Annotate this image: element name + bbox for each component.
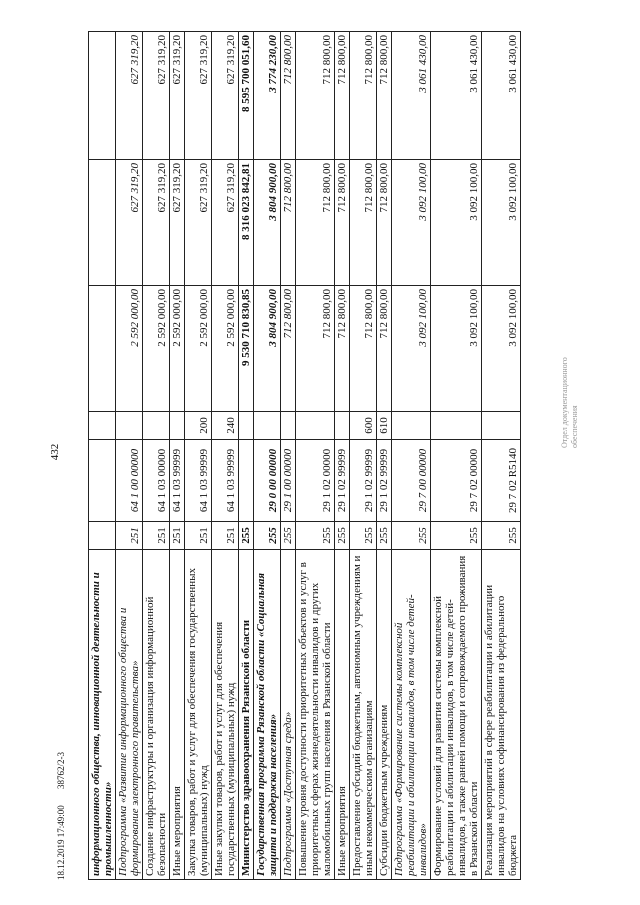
expense-type-cell: 240: [212, 412, 239, 440]
amount-2020-cell: 3 092 100,00: [431, 286, 482, 412]
target-article-cell: 29 1 02 00000: [296, 440, 335, 522]
target-article-cell: 64 1 03 99999: [185, 440, 212, 522]
table-row: [170, 32, 185, 880]
expense-type-cell: [254, 412, 281, 440]
target-article-cell: 29 0 00 00000: [254, 440, 281, 522]
target-article-cell: [89, 440, 116, 522]
amount-2020-cell: 2 592 000,00: [212, 286, 239, 412]
grbs-cell: 255: [392, 522, 431, 550]
expense-type-cell: [431, 412, 482, 440]
stamp-watermark: Отдел документационного обеспечения: [560, 357, 579, 448]
row-name-cell: Субсидии бюджетным учреждениям: [377, 550, 392, 880]
table-row: [239, 32, 254, 880]
row-name-cell: Закупка товаров, работ и услуг для обеспечения государственных (муниципальных) нужд: [185, 550, 212, 880]
target-article-cell: 29 1 02 99999: [335, 440, 350, 522]
amount-2021-cell: 712 800,00: [350, 160, 377, 286]
amount-2022-cell: 3 061 430,00: [392, 32, 431, 160]
amount-2022-cell: 627 319,20: [170, 32, 185, 160]
amount-2021-cell: 3 092 100,00: [482, 160, 521, 286]
target-article-cell: 29 1 02 99999: [350, 440, 377, 522]
amount-2022-cell: 627 319,20: [116, 32, 143, 160]
amount-2022-cell: 712 800,00: [296, 32, 335, 160]
amount-2021-cell: 627 319,20: [116, 160, 143, 286]
row-name-cell: Предоставление субсидий бюджетным, автономным учреждениям и иным некоммерческим организациям: [350, 550, 377, 880]
grbs-cell: 255: [350, 522, 377, 550]
table-row: [212, 32, 239, 880]
amount-2022-cell: 627 319,20: [143, 32, 170, 160]
grbs-cell: 251: [116, 522, 143, 550]
row-name-cell: информационного общества, инновационной деятельности и промышленности»: [89, 550, 116, 880]
amount-2021-cell: 627 319,20: [185, 160, 212, 286]
budget-table-sheet: [88, 32, 618, 880]
grbs-cell: 255: [281, 522, 296, 550]
grbs-cell: 255: [239, 522, 254, 550]
footer: [56, 660, 66, 880]
table-row: [350, 32, 377, 880]
grbs-cell: [89, 522, 116, 550]
row-name-cell: Иные мероприятия: [170, 550, 185, 880]
target-article-cell: 64 1 03 00000: [143, 440, 170, 522]
expense-type-cell: [116, 412, 143, 440]
expense-type-cell: [392, 412, 431, 440]
amount-2021-cell: 3 092 100,00: [392, 160, 431, 286]
row-name-cell: Реализация мероприятий в сфере реабилитации и абилитации инвалидов на условиях софинансирования из федерального бюджета: [482, 550, 521, 880]
amount-2021-cell: 712 800,00: [281, 160, 296, 286]
amount-2021-cell: 712 800,00: [335, 160, 350, 286]
amount-2021-cell: 3 092 100,00: [431, 160, 482, 286]
amount-2022-cell: 3 061 430,00: [431, 32, 482, 160]
grbs-cell: 251: [143, 522, 170, 550]
expense-type-cell: [296, 412, 335, 440]
target-article-cell: 64 1 00 00000: [116, 440, 143, 522]
amount-2021-cell: 712 800,00: [296, 160, 335, 286]
table-row: [392, 32, 431, 880]
table-row: [143, 32, 170, 880]
expense-type-cell: [239, 412, 254, 440]
amount-2021-cell: 8 316 023 842,81: [239, 160, 254, 286]
amount-2020-cell: 9 530 710 830,85: [239, 286, 254, 412]
target-article-cell: 29 1 02 99999: [377, 440, 392, 522]
amount-2022-cell: 3 774 230,00: [254, 32, 281, 160]
amount-2021-cell: 627 319,20: [143, 160, 170, 286]
table-row: [377, 32, 392, 880]
row-name-cell: Подпрограмма «Развитие информационного общества и формирование электронного правительства»: [116, 550, 143, 880]
grbs-cell: 255: [431, 522, 482, 550]
table-row: [116, 32, 143, 880]
grbs-cell: 251: [212, 522, 239, 550]
target-article-cell: 64 1 03 99999: [212, 440, 239, 522]
grbs-cell: 255: [296, 522, 335, 550]
target-article-cell: [239, 440, 254, 522]
table-row: [281, 32, 296, 880]
target-article-cell: 29 7 02 R5140: [482, 440, 521, 522]
row-name-cell: Иные закупки товаров, работ и услуг для обеспечения государственных (муниципальных) нужд: [212, 550, 239, 880]
target-article-cell: 29 1 00 00000: [281, 440, 296, 522]
amount-2020-cell: 3 804 900,00: [254, 286, 281, 412]
amount-2021-cell: [89, 160, 116, 286]
expense-type-cell: [335, 412, 350, 440]
page-number: 432: [49, 443, 61, 461]
budget-table-body: [89, 32, 521, 880]
grbs-cell: 251: [170, 522, 185, 550]
footer-doc-id: 38762/2-3: [56, 751, 66, 789]
amount-2020-cell: 2 592 000,00: [116, 286, 143, 412]
amount-2020-cell: 712 800,00: [377, 286, 392, 412]
expense-type-cell: [482, 412, 521, 440]
amount-2020-cell: 2 592 000,00: [170, 286, 185, 412]
row-name-cell: Формирование условий для развития системы комплексной реабилитации и абилитации инвалидов, в том числе детей-инвалидов, а также ранней помощи и сопровождаемого проживания в Рязанской области: [431, 550, 482, 880]
table-row: [431, 32, 482, 880]
target-article-cell: 64 1 03 99999: [170, 440, 185, 522]
amount-2022-cell: 712 800,00: [350, 32, 377, 160]
table-row: [482, 32, 521, 880]
row-name-cell: Подпрограмма «Доступная среда»: [281, 550, 296, 880]
grbs-cell: 255: [335, 522, 350, 550]
grbs-cell: 255: [482, 522, 521, 550]
amount-2021-cell: 627 319,20: [170, 160, 185, 286]
expense-type-cell: [89, 412, 116, 440]
amount-2020-cell: 712 800,00: [350, 286, 377, 412]
amount-2020-cell: [89, 286, 116, 412]
grbs-cell: 255: [377, 522, 392, 550]
row-name-cell: Министерство здравоохранения Рязанской области: [239, 550, 254, 880]
amount-2021-cell: 627 319,20: [212, 160, 239, 286]
table-row: [185, 32, 212, 880]
target-article-cell: 29 7 02 00000: [431, 440, 482, 522]
table-row: [296, 32, 335, 880]
amount-2022-cell: 712 800,00: [335, 32, 350, 160]
amount-2021-cell: 3 804 900,00: [254, 160, 281, 286]
row-name-cell: Государственная программа Рязанской области «Социальная защита и поддержка населения»: [254, 550, 281, 880]
amount-2021-cell: 712 800,00: [377, 160, 392, 286]
row-name-cell: Подпрограмма «Формирование системы комплексной реабилитации и абилитации инвалидов, в том числе детей-инвалидов»: [392, 550, 431, 880]
amount-2022-cell: 3 061 430,00: [482, 32, 521, 160]
amount-2020-cell: 712 800,00: [281, 286, 296, 412]
amount-2022-cell: 627 319,20: [185, 32, 212, 160]
amount-2020-cell: 712 800,00: [335, 286, 350, 412]
table-row: [89, 32, 116, 880]
expense-type-cell: [143, 412, 170, 440]
amount-2020-cell: 712 800,00: [296, 286, 335, 412]
amount-2020-cell: 3 092 100,00: [482, 286, 521, 412]
expense-type-cell: 200: [185, 412, 212, 440]
amount-2020-cell: 2 592 000,00: [143, 286, 170, 412]
amount-2022-cell: 627 319,20: [212, 32, 239, 160]
table-row: [254, 32, 281, 880]
row-name-cell: Иные мероприятия: [335, 550, 350, 880]
grbs-cell: 251: [185, 522, 212, 550]
grbs-cell: 255: [254, 522, 281, 550]
budget-table: [88, 31, 521, 880]
amount-2022-cell: 712 800,00: [281, 32, 296, 160]
row-name-cell: Повышение уровня доступности приоритетных объектов и услуг в приоритетных сферах жизнедеятельности инвалидов и других маломобильных групп населения в Рязанской области: [296, 550, 335, 880]
expense-type-cell: 600: [350, 412, 377, 440]
expense-type-cell: [281, 412, 296, 440]
expense-type-cell: [170, 412, 185, 440]
amount-2022-cell: 712 800,00: [377, 32, 392, 160]
row-name-cell: Создание инфраструктуры и организация информационной безопасности: [143, 550, 170, 880]
target-article-cell: 29 7 00 00000: [392, 440, 431, 522]
amount-2022-cell: 8 595 700 051,60: [239, 32, 254, 160]
amount-2020-cell: 3 092 100,00: [392, 286, 431, 412]
amount-2022-cell: [89, 32, 116, 160]
amount-2020-cell: 2 592 000,00: [185, 286, 212, 412]
expense-type-cell: 610: [377, 412, 392, 440]
footer-timestamp: 18.12.2019 17:49:00: [56, 805, 66, 880]
table-row: [335, 32, 350, 880]
